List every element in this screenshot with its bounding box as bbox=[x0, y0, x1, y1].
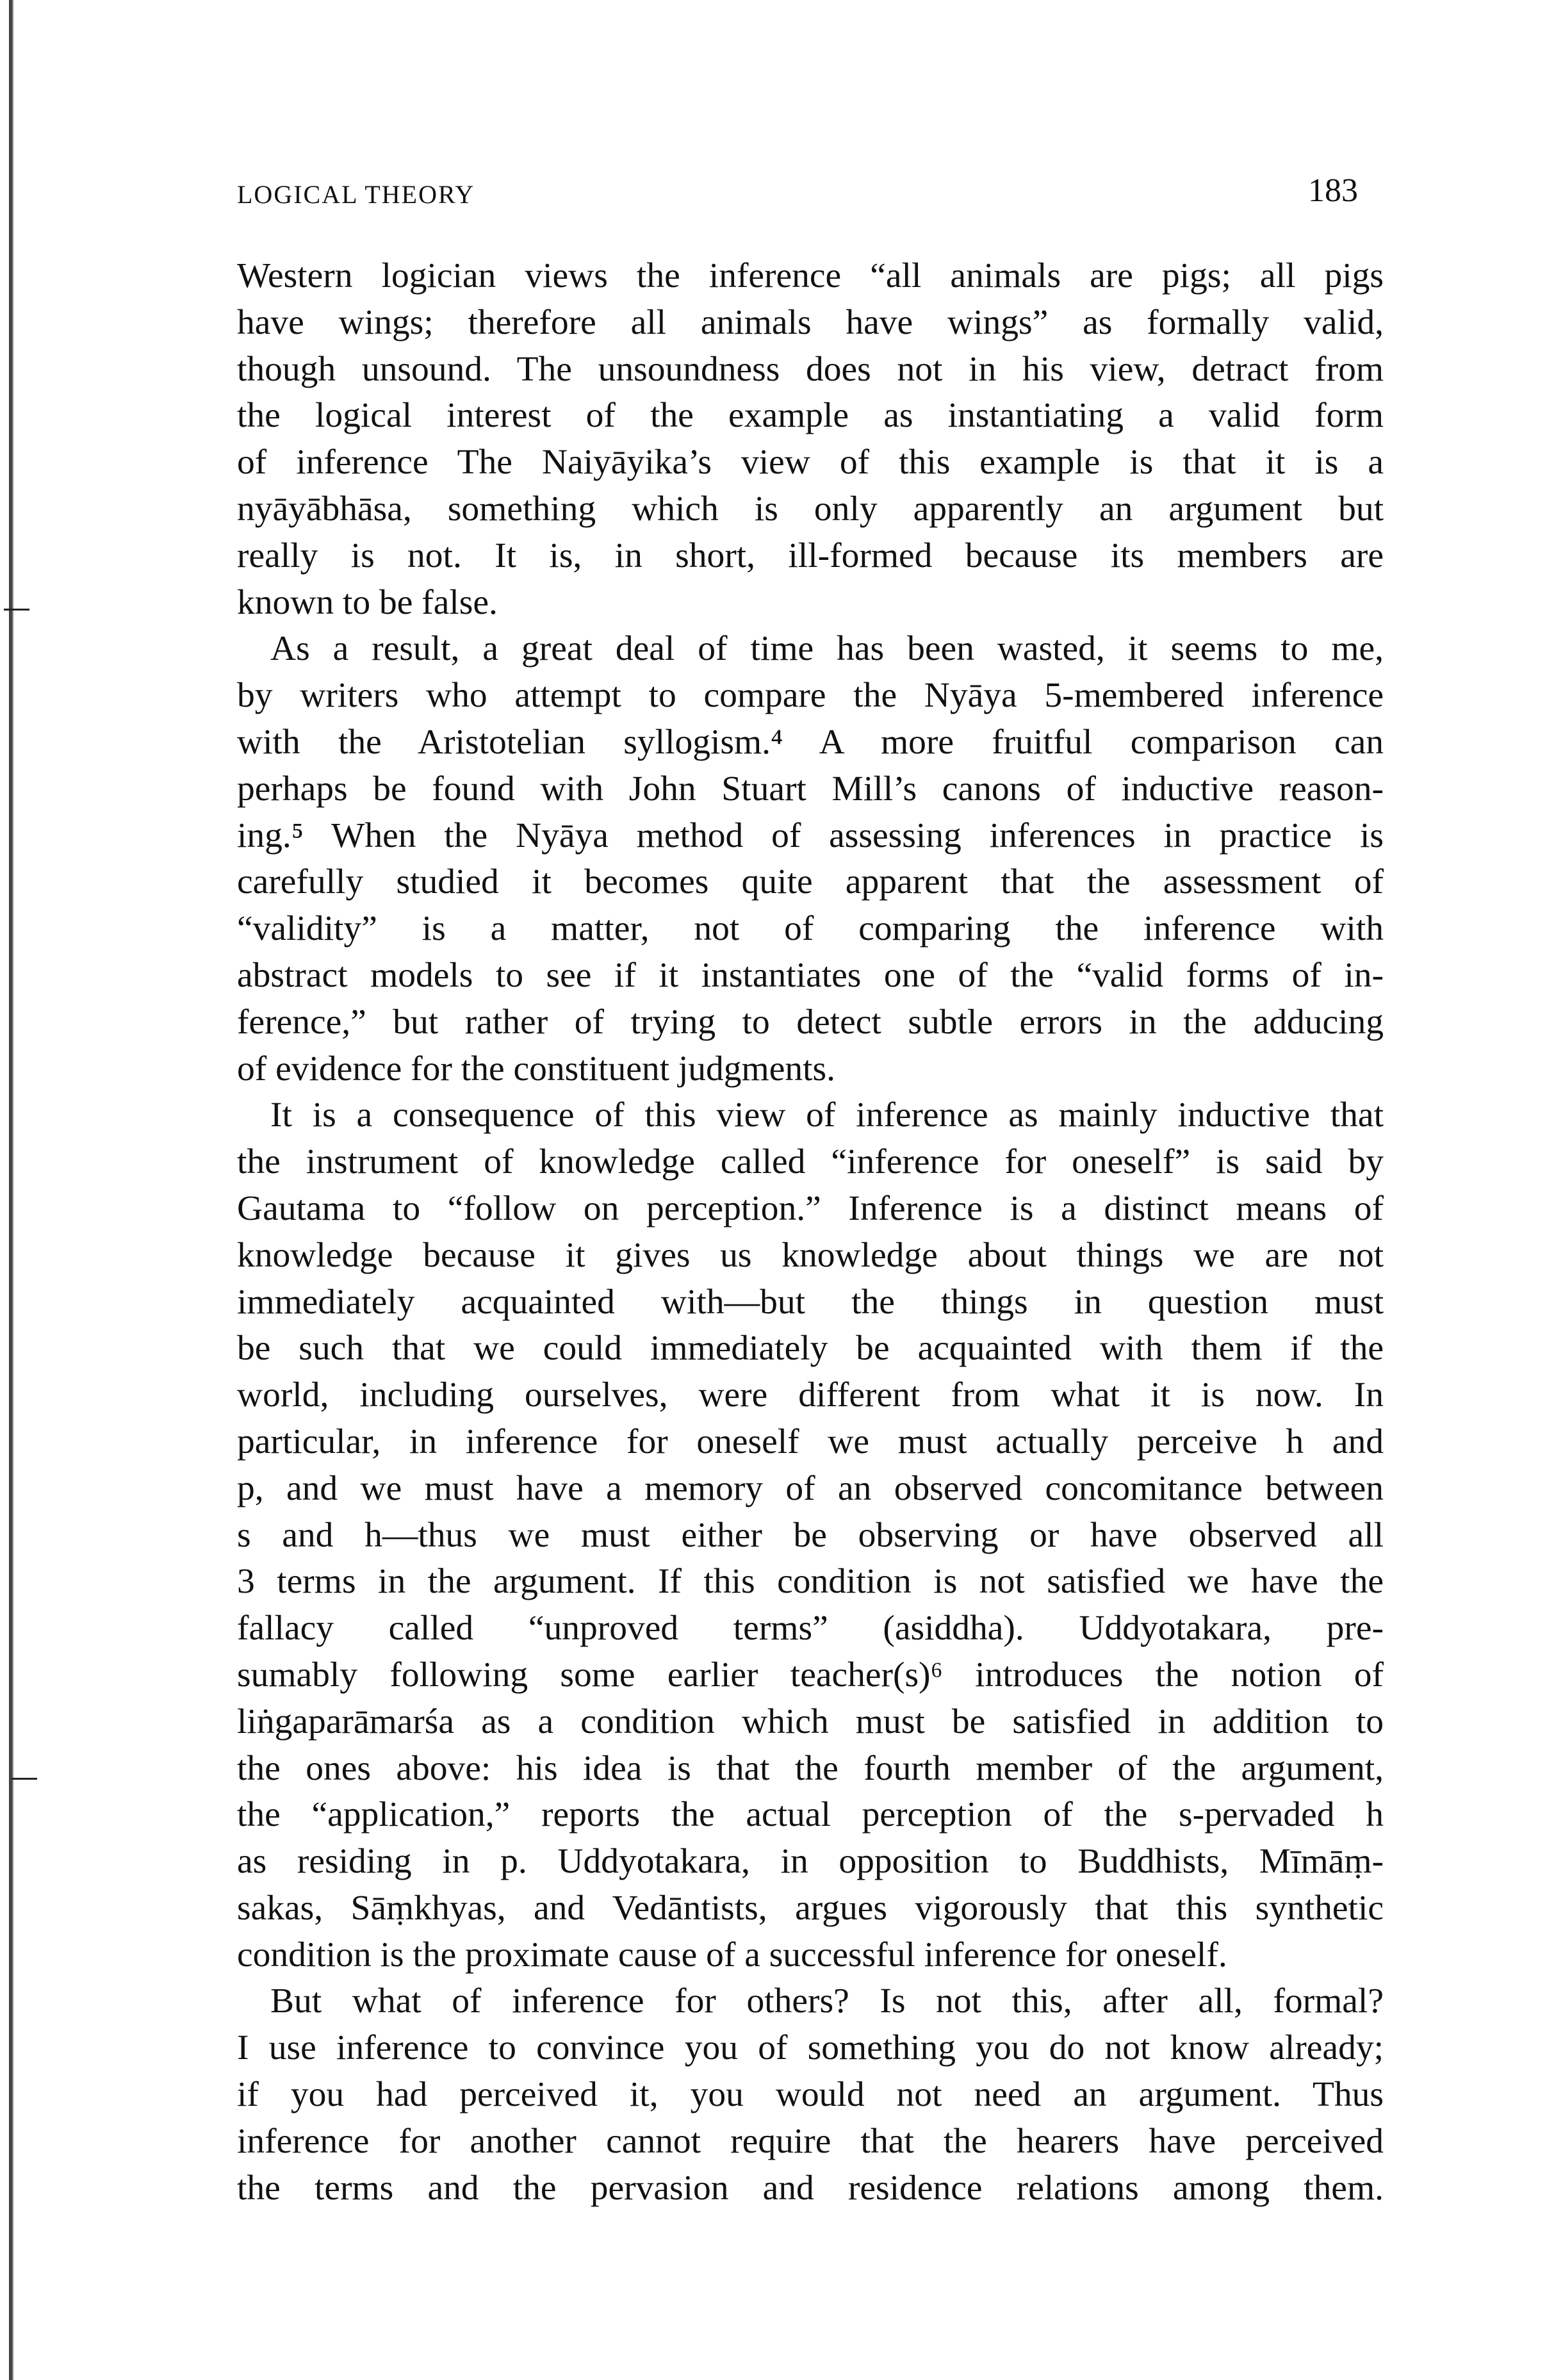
paragraph-4 bbox=[237, 1978, 1384, 2212]
text-line: inference for another cannot require that the hearers have perceived bbox=[237, 2121, 1384, 2161]
text-line: of inference The Naiyāyika’s view of this example is that it is a bbox=[237, 443, 1384, 482]
paragraph-1 bbox=[237, 253, 1384, 626]
text-line: of evidence for the constituent judgments. bbox=[237, 1049, 835, 1088]
scan-binding-notch bbox=[4, 609, 29, 611]
page-number: 183 bbox=[1308, 172, 1358, 209]
text-line: s and h—thus we must either be observing or have observed all bbox=[237, 1515, 1384, 1555]
text-line: known to be false. bbox=[237, 582, 498, 622]
text-line: the terms and the pervasion and residence relations among them. bbox=[237, 2168, 1384, 2208]
text-line: world, including ourselves, were different from what it is now. In bbox=[237, 1375, 1384, 1415]
paragraph-2 bbox=[237, 626, 1384, 1092]
text-line: fallacy called “unproved terms” (asiddha). Uddyotakara, pre- bbox=[237, 1609, 1384, 1648]
text-line: the instrument of knowledge called “inference for oneself” is said by bbox=[237, 1142, 1384, 1182]
text-line: But what of inference for others? Is not this, after all, formal? bbox=[270, 1982, 1384, 2021]
text-line: ference,” but rather of trying to detect subtle errors in the adducing bbox=[237, 1002, 1384, 1042]
running-head bbox=[237, 172, 1384, 210]
text-line: the “application,” reports the actual perception of the s-pervaded h bbox=[237, 1795, 1384, 1835]
text-line: Gautama to “follow on perception.” Inference is a distinct means of bbox=[237, 1188, 1384, 1228]
text-line: p, and we must have a memory of an observed concomitance between bbox=[237, 1468, 1384, 1508]
text-line: knowledge because it gives us knowledge about things we are not bbox=[237, 1235, 1384, 1275]
text-line: As a result, a great deal of time has been wasted, it seems to me, bbox=[270, 629, 1384, 669]
text-line: have wings; therefore all animals have wings” as formally valid, bbox=[237, 302, 1384, 342]
text-line: particular, in inference for oneself we must actually perceive h and bbox=[237, 1422, 1384, 1461]
scan-binding-edge bbox=[9, 0, 14, 2380]
text-line: condition is the proximate cause of a successful inference for oneself. bbox=[237, 1935, 1227, 1974]
text-line: though unsound. The unsoundness does not in his view, detract from bbox=[237, 349, 1384, 389]
text-line: as residing in p. Uddyotakara, in opposition to Buddhists, Mīmāṃ- bbox=[237, 1842, 1384, 1882]
text-line: abstract models to see if it instantiates one of the “valid forms of in- bbox=[237, 955, 1384, 995]
body-text bbox=[237, 253, 1384, 2212]
text-line: with the Aristotelian syllogism.⁴ A more fruitful comparison can bbox=[237, 722, 1384, 762]
text-line: the logical interest of the example as instantiating a valid form bbox=[237, 396, 1384, 436]
text-line: ing.⁵ When the Nyāya method of assessing inferences in practice is bbox=[237, 816, 1384, 855]
running-title: LOGICAL THEORY bbox=[237, 180, 475, 209]
text-line: really is not. It is, in short, ill-formed because its members are bbox=[237, 536, 1384, 575]
text-line: “validity” is a matter, not of comparing the inference with bbox=[237, 909, 1384, 949]
text-line: Western logician views the inference “all animals are pigs; all pigs bbox=[237, 256, 1384, 295]
text-line: carefully studied it becomes quite apparent that the assessment of bbox=[237, 862, 1384, 902]
text-line: if you had perceived it, you would not need an argument. Thus bbox=[237, 2075, 1384, 2115]
text-line: be such that we could immediately be acquainted with them if the bbox=[237, 1329, 1384, 1368]
text-line: 3 terms in the argument. If this condition is not satisfied we have the bbox=[237, 1562, 1384, 1602]
scan-binding-notch bbox=[12, 1778, 37, 1780]
text-line: It is a consequence of this view of inference as mainly inductive that bbox=[270, 1096, 1384, 1135]
text-line: liṅgaparāmarśa as a condition which must be satisfied in addition to bbox=[237, 1702, 1384, 1741]
text-line: sumably following some earlier teacher(s)⁶ introduces the notion of bbox=[237, 1655, 1384, 1695]
text-line: perhaps be found with John Stuart Mill’s canons of inductive reason- bbox=[237, 769, 1384, 808]
text-line: immediately acquainted with—but the things in question must bbox=[237, 1282, 1384, 1322]
text-line: I use inference to convince you of something you do not know already; bbox=[237, 2028, 1384, 2068]
text-line: nyāyābhāsa, something which is only apparently an argument but bbox=[237, 489, 1384, 529]
text-line: sakas, Sāṃkhyas, and Vedāntists, argues vigorously that this synthetic bbox=[237, 1888, 1384, 1928]
paragraph-3 bbox=[237, 1092, 1384, 1978]
text-line: the ones above: his idea is that the fourth member of the argument, bbox=[237, 1748, 1384, 1788]
text-line: by writers who attempt to compare the Nyāya 5-membered inference bbox=[237, 676, 1384, 716]
